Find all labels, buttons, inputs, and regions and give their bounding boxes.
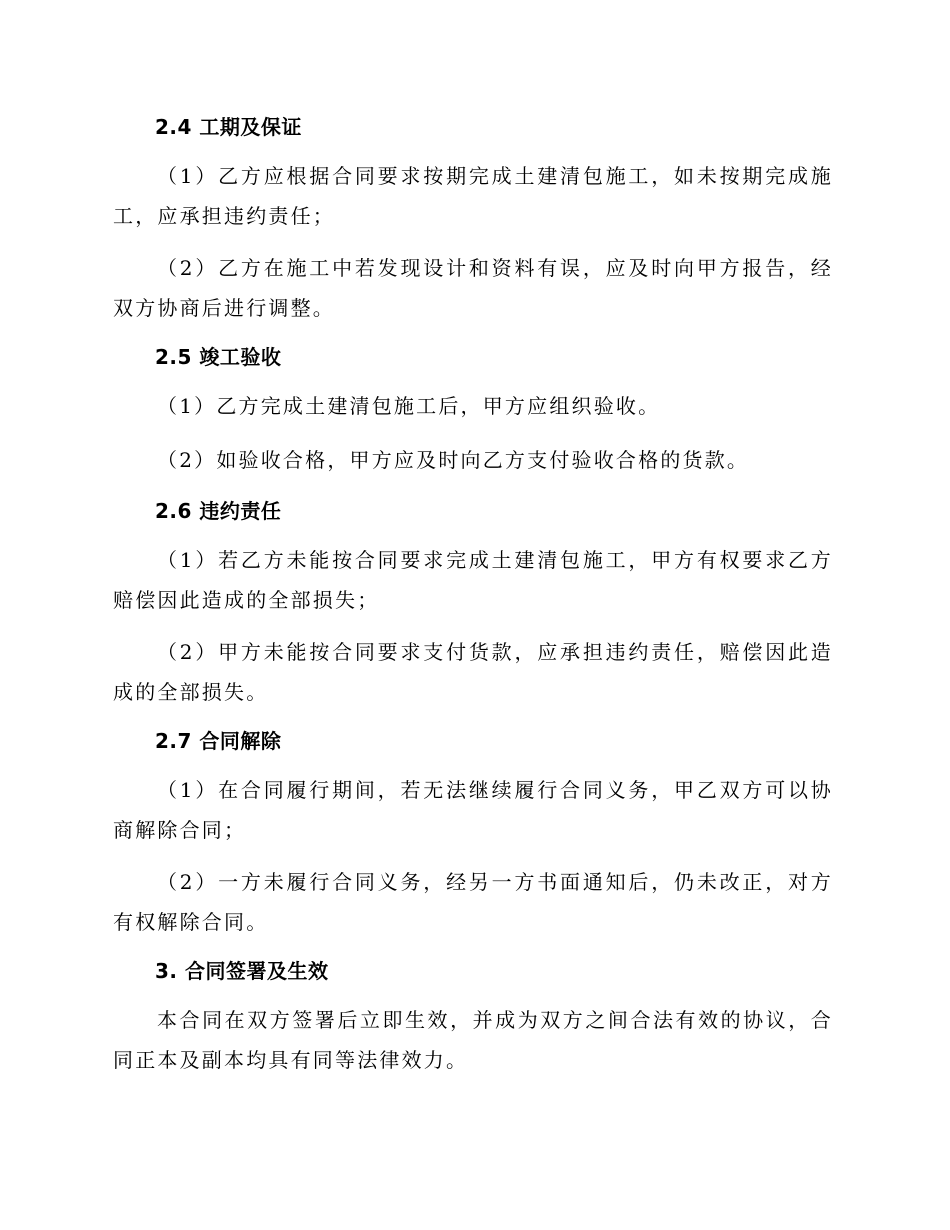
section-heading-2-7: 2.7 合同解除 <box>155 729 282 753</box>
paragraph-2-7-1: （1）在合同履行期间，若无法继续履行合同义务，甲乙双方可以协商解除合同； <box>113 778 833 842</box>
document-body <box>113 110 833 1092</box>
section-heading-3: 3. 合同签署及生效 <box>155 959 329 983</box>
paragraph-2-4-2: （2）乙方在施工中若发现设计和资料有误，应及时向甲方报告，经双方协商后进行调整。 <box>113 256 833 320</box>
paragraph-2-5-2: （2）如验收合格，甲方应及时向乙方支付验收合格的货款。 <box>157 448 750 472</box>
paragraph-2-6-2: （2）甲方未能按合同要求支付货款，应承担违约责任，赔偿因此造成的全部损失。 <box>113 640 833 704</box>
paragraph-2-4-1: （1）乙方应根据合同要求按期完成土建清包施工，如未按期完成施工，应承担违约责任； <box>113 164 833 228</box>
section-heading-2-4: 2.4 工期及保证 <box>155 115 302 139</box>
paragraph-3-1: 本合同在双方签署后立即生效，并成为双方之间合法有效的协议，合同正本及副本均具有同等法律效力。 <box>113 1008 833 1072</box>
paragraph-2-5-1: （1）乙方完成土建清包施工后，甲方应组织验收。 <box>157 394 661 418</box>
section-heading-2-6: 2.6 违约责任 <box>155 499 282 523</box>
paragraph-2-6-1: （1）若乙方未能按合同要求完成土建清包施工，甲方有权要求乙方赔偿因此造成的全部损失； <box>113 548 833 612</box>
paragraph-2-7-2: （2）一方未履行合同义务，经另一方书面通知后，仍未改正，对方有权解除合同。 <box>113 870 833 934</box>
section-heading-2-5: 2.5 竣工验收 <box>155 345 282 369</box>
